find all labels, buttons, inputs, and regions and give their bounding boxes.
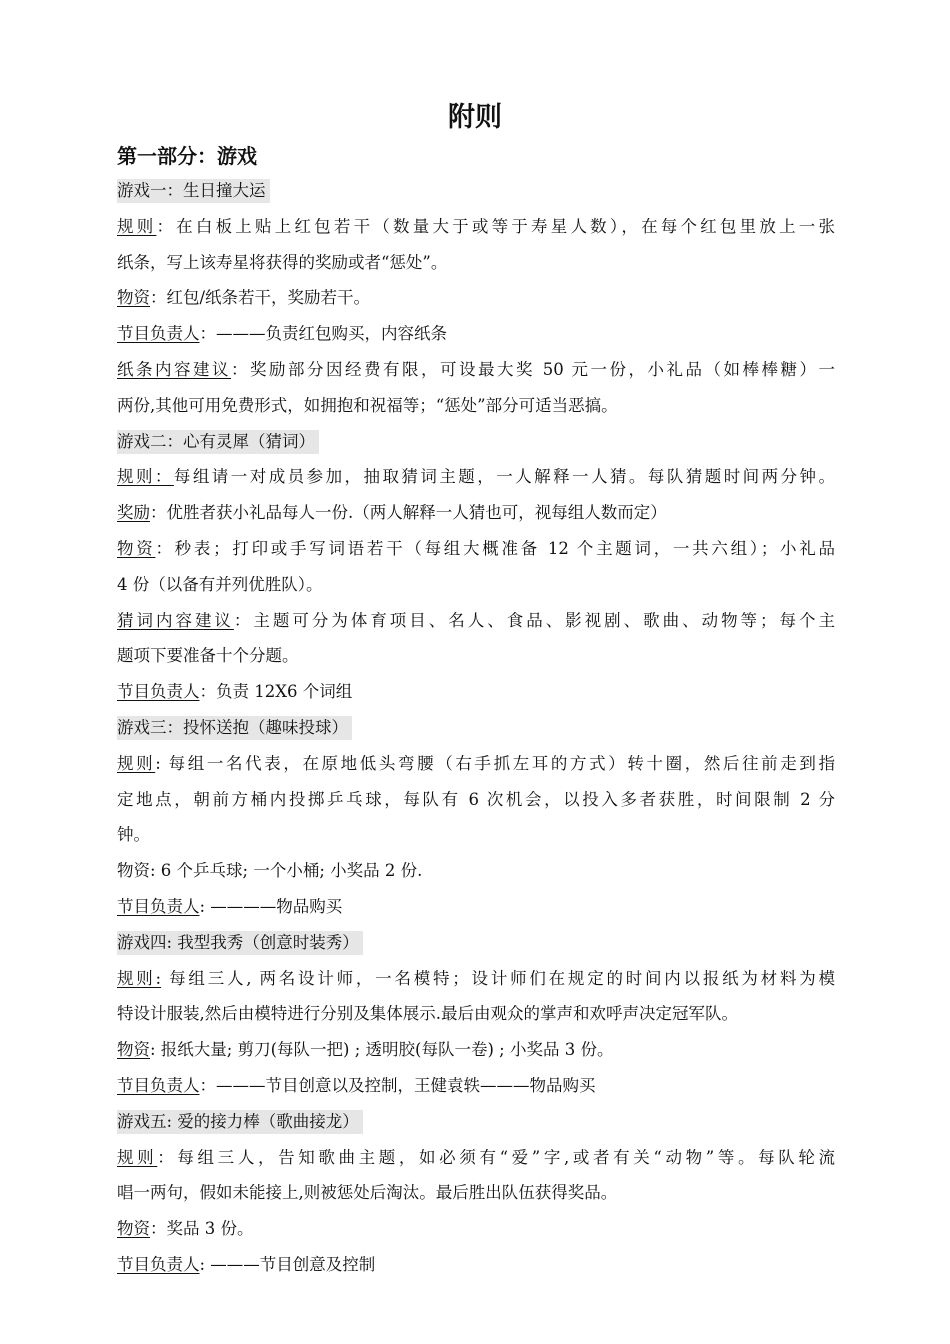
rule-line [117,1140,835,1176]
note-line [117,388,835,424]
owner-line [117,889,835,925]
rule-text: 唱一两句，假如未能接上,则被惩处后淘汰。最后胜出队伍获得奖品。 [117,1183,618,1203]
rule-text: 特设计服装,然后由模特进行分别及集体展示.最后由观众的掌声和欢呼声决定冠军队。 [117,1004,738,1024]
note-text: 两份,其他可用免费形式，如拥抱和祝福等；“惩处”部分可适当恶搞。 [117,395,618,415]
owner-text: : ———节目创意及控制 [199,1254,376,1274]
game-heading: 游戏三：投怀送抱（趣味投球） [117,710,835,746]
supplies-label: 物资 [117,538,156,558]
note-text: ：主题可分为体育项目、名人、食品、影视剧、歌曲、动物等；每个主 [233,610,836,630]
note-label: 纸条内容建议 [117,359,231,379]
page-title: 附则 [448,102,502,133]
rule-line [117,961,835,997]
note-text: ：奖励部分因经费有限，可设最大奖 50 元一份，小礼品（如棒棒糖）一 [231,359,835,379]
rule-text: ：每组三人，告知歌曲主题，如必须有“爱”字,或者有关“动物”等。每队轮流 [157,1147,835,1167]
note-line [117,603,835,639]
owner-label: 节目负责人 [117,1075,200,1095]
game-heading: 游戏二：心有灵犀（猜词） [117,424,835,460]
document-body [117,173,835,1283]
rule-text: : 每组一名代表，在原地低头弯腰（右手抓左耳的方式）转十圈，然后往前走到指 [155,753,835,773]
supplies-text: 4 份（以备有并列优胜队）。 [117,574,323,594]
owner-line [117,674,835,710]
note-label: 猜词内容建议 [117,610,234,630]
supplies-label: 物资 [117,1040,150,1060]
note-line [117,352,835,388]
rule-text: 纸条，写上该寿星将获得的奖励或者“惩处”。 [117,252,448,272]
game-heading: 游戏四: 我型我秀（创意时装秀） [117,925,835,961]
game-heading: 游戏五: 爱的接力棒（歌曲接龙） [117,1104,835,1140]
rule-line [117,996,835,1032]
rule-line [117,209,835,245]
rule-text: ：在白板上贴上红包若干（数量大于或等于寿星人数），在每个红包里放上一张 [156,216,836,236]
supplies-text: ：秒表；打印或手写词语若干（每组大概准备 12 个主题词，一共六组）；小礼品 [155,538,835,558]
rule-label: 规则: [117,968,162,988]
rule-line [117,1175,835,1211]
rule-text: 定地点，朝前方桶内投掷乒乓球，每队有 6 次机会，以投入多者获胜，时间限制 2 分 [117,789,835,809]
owner-label: 节目负责人 [117,1254,200,1274]
rule-text: 钟。 [117,825,150,845]
reward-text: ：优胜者获小礼品每人一份.（两人解释一人猜也可，视每组人数而定） [150,503,667,523]
reward-line [117,495,835,531]
owner-label: 节目负责人 [117,682,200,702]
supplies-line [117,1211,835,1247]
supplies-line [117,280,835,316]
reward-label: 奖励 [117,503,150,523]
note-line [117,638,835,674]
supplies-text: : 报纸大量; 剪刀(每队一把) ; 透明胶(每队一卷) ; 小奖品 3 份。 [150,1040,614,1060]
rule-label: 规则 [117,753,156,773]
owner-label: 节目负责人 [117,896,200,916]
rule-line [117,746,835,782]
rule-label: 规则 [117,1147,158,1167]
rule-line [117,245,835,281]
rule-text: 每组三人, 两名设计师，一名模特；设计师们在规定的时间内以报纸为材料为模 [161,968,835,988]
note-text: 题项下要准备十个分题。 [117,646,299,666]
rule-label: 规则： [117,467,174,487]
owner-text: ：———负责红包购买，内容纸条 [199,324,447,344]
supplies-text: ：红包/纸条若干，奖励若干。 [150,288,371,308]
section-title: 第一部分：游戏 [117,144,257,168]
supplies-line [117,1032,835,1068]
owner-text: ：———节目创意以及控制，王健袁轶———物品购买 [199,1075,596,1095]
supplies-line [117,567,835,603]
supplies-line [117,853,835,889]
supplies-label: 物资 [117,288,150,308]
rule-line [117,782,835,818]
owner-label: 节目负责人 [117,324,200,344]
rule-text: 每组请一对成员参加，抽取猜词主题，一人解释一人猜。每队猜题时间两分钟。 [173,467,836,487]
owner-line [117,316,835,352]
owner-text: ：负责 12X6 个词组 [199,682,353,702]
supplies-text: ：奖品 3 份。 [150,1219,254,1239]
game-heading: 游戏一：生日撞大运 [117,173,835,209]
rule-line [117,817,835,853]
owner-text: : ————物品购买 [199,896,343,916]
owner-line [117,1247,835,1283]
rule-line [117,459,835,495]
supplies-text: 物资: 6 个乒乓球; 一个小桶; 小奖品 2 份. [117,861,423,881]
rule-label: 规则 [117,216,157,236]
supplies-label: 物资 [117,1219,150,1239]
supplies-line [117,531,835,567]
owner-line [117,1068,835,1104]
